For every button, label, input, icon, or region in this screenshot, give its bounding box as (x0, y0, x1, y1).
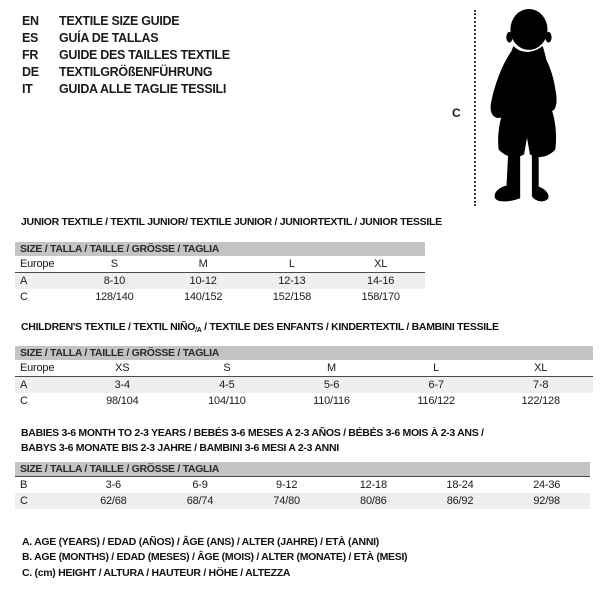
language-title-list (22, 12, 230, 97)
size-header-label: SIZE / TALLA / TAILLE / GRÖSSE / TAGLIA (20, 463, 220, 475)
size-header-bar (15, 346, 593, 360)
height-cell: 158/170 (361, 291, 400, 303)
size-cell: L (288, 258, 295, 270)
height-cell: 128/140 (95, 291, 134, 303)
junior-section-title: JUNIOR TEXTILE / TEXTIL JUNIOR/ TEXTILE JUNIOR / JUNIORTEXTIL / JUNIOR TESSILE (21, 216, 442, 228)
baby-silhouette-icon (484, 7, 570, 207)
table-row-height (15, 289, 425, 305)
height-cell: 80/86 (360, 495, 387, 507)
height-cell: 92/98 (533, 495, 560, 507)
babies-title-line2: BABYS 3-6 MONATE BIS 2-3 JAHRE / BAMBINI 3-6 MESI A 2-3 ANNI (21, 442, 339, 454)
months-cell: 3-6 (105, 479, 121, 491)
height-marker-label: C (452, 106, 461, 120)
age-cell: 12-13 (278, 275, 306, 287)
size-cell: XL (374, 258, 388, 270)
row-label: C (20, 291, 28, 303)
size-cell: S (110, 258, 118, 270)
age-cell: 10-12 (189, 275, 217, 287)
months-cell: 6-9 (192, 479, 208, 491)
lang-title: GUIDE DES TAILLES TEXTILE (59, 47, 230, 62)
age-cell: 4-5 (219, 379, 235, 391)
size-header-label: SIZE / TALLA / TAILLE / GRÖSSE / TAGLIA (20, 243, 220, 255)
age-cell: 8-10 (103, 275, 125, 287)
height-cell: 104/110 (208, 395, 246, 407)
lang-title: TEXTILE SIZE GUIDE (59, 13, 180, 28)
children-title-sub: /A (195, 327, 202, 334)
table-row-height (15, 493, 590, 509)
height-dotted-line (474, 10, 476, 206)
height-cell: 152/158 (272, 291, 312, 303)
babies-size-table (15, 462, 590, 509)
height-cell: 116/122 (417, 395, 455, 407)
lang-row-de (22, 63, 230, 80)
lang-title: GUIDA ALLE TAGLIE TESSILI (59, 81, 227, 96)
row-label: A (20, 275, 28, 287)
lang-title: GUÍA DE TALLAS (59, 30, 159, 45)
lang-code: EN (22, 13, 39, 28)
height-cell: 68/74 (186, 495, 214, 507)
months-cell: 24-36 (533, 479, 561, 491)
row-label: C (20, 395, 28, 407)
lang-title: TEXTILGRÖßENFÜHRUNG (59, 64, 213, 79)
months-cell: 18-24 (446, 479, 474, 491)
table-row-height (15, 393, 593, 409)
size-cell: L (433, 362, 440, 374)
row-label: Europe (20, 258, 55, 270)
lang-row-fr (22, 46, 230, 63)
months-cell: 9-12 (276, 479, 298, 491)
height-cell: 122/128 (521, 395, 560, 407)
age-cell: 5-6 (323, 379, 340, 391)
row-label: C (20, 495, 28, 507)
size-cell: M (327, 362, 336, 374)
height-cell: 140/152 (183, 291, 223, 303)
lang-row-en (22, 12, 230, 29)
size-header-bar (15, 462, 590, 477)
height-cell: 86/92 (446, 495, 474, 507)
months-cell: 12-18 (359, 479, 387, 491)
age-cell: 7-8 (533, 379, 549, 391)
children-title-post: / TEXTILE DES ENFANTS / KINDERTEXTIL / BAMBINI TESSILE (201, 321, 499, 333)
legend-note-b: B. AGE (MONTHS) / EDAD (MESES) / ÂGE (MOIS) / ALTER (MONATE) / ETÀ (MESI) (22, 551, 408, 564)
height-cell: 98/104 (106, 395, 139, 407)
lang-code: FR (22, 47, 39, 62)
lang-row-es (22, 29, 230, 46)
table-row-europe (15, 360, 593, 377)
legend-note-a: A. AGE (YEARS) / EDAD (AÑOS) / ÂGE (ANS) / ALTER (JAHRE) / ETÀ (ANNI) (22, 536, 379, 548)
lang-code: DE (22, 64, 39, 79)
row-label: B (20, 479, 28, 491)
lang-row-it (22, 80, 230, 97)
babies-section-title (21, 426, 484, 456)
table-row-age (15, 273, 425, 289)
size-cell: XL (534, 362, 548, 374)
legend-note-c: C. (cm) HEIGHT / ALTURA / HAUTEUR / HÖHE / ALTEZZA (22, 566, 291, 579)
size-cell: S (223, 362, 231, 374)
table-row-months (15, 477, 590, 493)
size-cell: M (198, 258, 208, 270)
legend-notes (22, 536, 407, 582)
junior-size-table (15, 242, 425, 305)
height-cell: 110/116 (313, 395, 350, 407)
row-label: A (20, 379, 28, 391)
lang-code: ES (22, 30, 39, 45)
age-cell: 6-7 (428, 379, 444, 391)
babies-title-line1: BABIES 3-6 MONTH TO 2-3 YEARS / BEBÉS 3-6 MESES A 2-3 AÑOS / BÉBÉS 3-6 MOIS À 2-3 ANS / (21, 427, 484, 439)
children-title-pre: CHILDREN'S TEXTILE / TEXTIL NIÑO (21, 321, 196, 333)
height-cell: 74/80 (273, 495, 300, 507)
children-section-title (21, 321, 499, 334)
age-cell: 14-16 (367, 275, 395, 287)
lang-code: IT (22, 81, 33, 96)
height-cell: 62/68 (100, 495, 127, 507)
size-header-label: SIZE / TALLA / TAILLE / GRÖSSE / TAGLIA (20, 347, 220, 359)
age-cell: 3-4 (114, 379, 130, 391)
table-row-europe (15, 256, 425, 273)
table-row-age (15, 377, 593, 393)
row-label: Europe (20, 362, 55, 374)
size-cell: XS (115, 362, 130, 374)
children-size-table (15, 346, 593, 409)
size-header-bar (15, 242, 425, 256)
